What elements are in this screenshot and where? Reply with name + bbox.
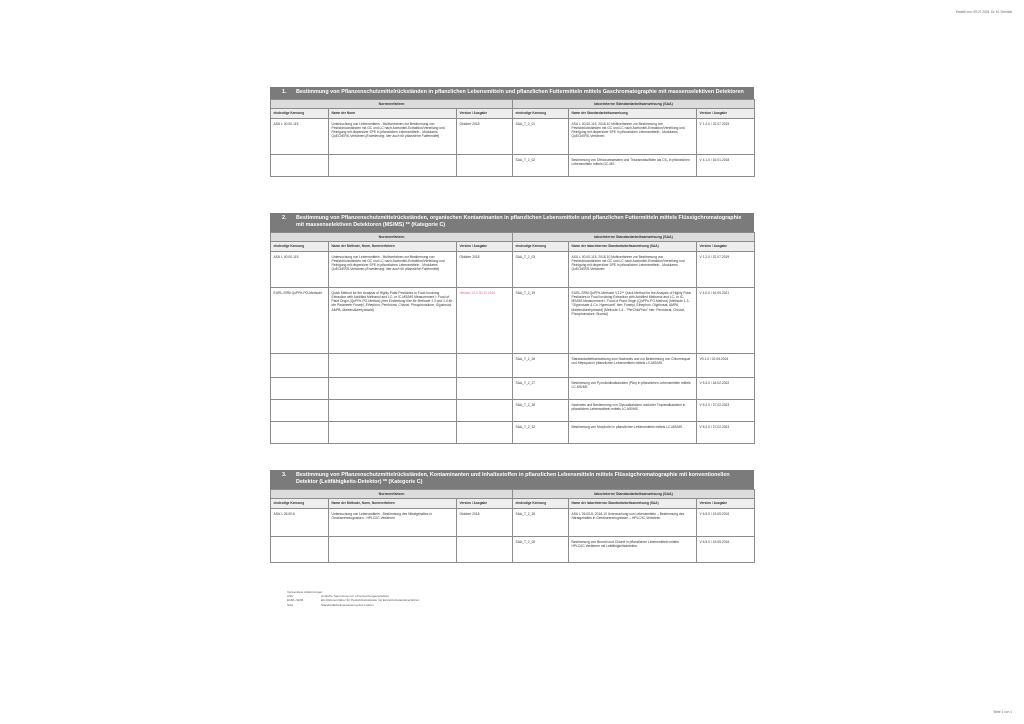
page-header-meta: Erstellt von: 09.07.2024, Dr. M. Schmidt	[955, 10, 1012, 14]
legend-key: ASU	[287, 594, 294, 599]
norm-name	[329, 421, 457, 443]
table-row	[271, 287, 755, 353]
norm-name: Untersuchung von Lebensmitteln - Bestimmung des Nitratgehaltes in Gemüseerzeugnissen - HPLC/IC-Verfahren	[329, 508, 457, 536]
saa-name: Bestimmung von Dithiocarbamaten und Thiuramdisulfiden als CS₂ in pflanzlichen Lebensmitteln mittels GC-MS	[569, 154, 697, 176]
norm-version: Oktober 2018	[457, 508, 513, 536]
norm-name-text: Untersuchung von Lebensmitteln - Multiverfahren zur Bestimmung von Pestizidrückständen mit GC und LC nach Acetonitril-Extraktion/Verteilung und Reinigung mit dispersiver SPE in pflanzlichen Lebensmitteln - Modulares QuEChERS-Verfahren	[331, 121, 445, 139]
saa-version: V 1.2.0 / 22.07.2019	[697, 118, 755, 154]
table-row	[271, 154, 755, 176]
norm-version: Oktober 2018	[457, 118, 513, 154]
col-head: Version / Ausgabe	[697, 499, 755, 508]
table-row	[271, 399, 755, 421]
col-head: Name der laborinternen Standardarbeitsanweisung (SAA)	[569, 499, 697, 508]
section-title-text: Bestimmung von Pflanzenschutzmittelrückständen, Kontaminanten und Inhaltsstoffen in pflanzlichen Lebensmitteln mittels Flüssigchromatographie mit konventionellen Detektor (Leitfähigkeits-Detektor) ** (Kategorie C)	[296, 472, 730, 485]
saa-version: V 6.5.0 / 19.05.2016	[697, 508, 755, 536]
norm-version	[457, 536, 513, 562]
legend-value: Amtliche Sammlung von Untersuchungsverfahren	[321, 594, 390, 599]
section-title-text: Bestimmung von Pflanzenschutzmittelrückständen in pflanzlichen Lebensmitteln und pflanzlichen Futtermitteln mittels Gaschromatographie mit massenselektiven Detektoren	[296, 89, 744, 95]
legend-item	[287, 603, 419, 607]
legend-value: Standardarbeitsanweisung des Labors	[321, 602, 374, 607]
table-row	[271, 118, 755, 154]
col-head: Version / Ausgabe	[697, 109, 755, 118]
saa-version: V 4.0.0 / 16.09.2021	[697, 287, 755, 353]
norm-name	[329, 251, 457, 287]
col-head: Version / Ausgabe	[457, 109, 513, 118]
norm-name	[329, 353, 457, 377]
col-head: eindeutige Kennung	[271, 109, 329, 118]
table-row	[271, 353, 755, 377]
saa-name: Bestimmung von Pyrrolizidinalkaloiden (PAs) in pflanzlichen Lebensmitteln mittels LC-MS/MS	[569, 377, 697, 399]
table-row	[271, 421, 755, 443]
legend-key: EURL-SRM	[287, 598, 304, 603]
section-2	[270, 213, 754, 444]
table-row	[271, 251, 755, 287]
section-number: 3.	[282, 472, 287, 478]
norm-version: Version 12.0 30.12.2019	[457, 287, 513, 353]
saa-id: SAA_T_2_26	[513, 353, 569, 377]
norm-name	[329, 287, 457, 353]
section-number: 1.	[282, 89, 287, 95]
group-norm: Normverfahren	[271, 490, 513, 499]
saa-id: SAA_T_2_19	[513, 287, 569, 353]
saa-version: V 5.2.0 / 27.02.2023	[697, 421, 755, 443]
norm-note: (hier Einbindung hier für Methode 1.3 und 1.4 für die Parameter Fosetyl, Ethephon, Perchlorat, Chlorat, Phosphonsäure, Glyphosat, AMPA, Maleinsäurehydrazid)	[331, 299, 453, 312]
norm-name	[329, 399, 457, 421]
saa-name: Bestimmung von Morpholin in pflanzlichen Lebensmitteln mittels LC-MS/MS	[569, 421, 697, 443]
col-head: eindeutige Kennung	[513, 242, 569, 251]
table-row	[271, 536, 755, 562]
method-table	[270, 99, 755, 177]
saa-id: SAA_T_2_32	[513, 421, 569, 443]
saa-version: V 1.2.0 / 22.07.2019	[697, 251, 755, 287]
norm-id: ASU L 00.00-115	[271, 118, 329, 154]
norm-name	[329, 118, 457, 154]
method-table	[270, 489, 755, 563]
col-head: eindeutige Kennung	[271, 242, 329, 251]
page-footer-pagination: Seite 1 von 1	[993, 710, 1012, 714]
saa-version: V 5.3.0 / 18.02.2022	[697, 377, 755, 399]
group-saa: laborinterne Standardarbeitsanweisung (SAA)	[513, 100, 755, 109]
norm-id	[271, 154, 329, 176]
saa-id: SAA_T_2_27	[513, 377, 569, 399]
col-head: Name der Methode, Norm, Normverfahren	[329, 242, 457, 251]
saa-id: SAA_T_2_01	[513, 118, 569, 154]
norm-id	[271, 536, 329, 562]
legend-title: Verwendete Abkürzungen:	[287, 590, 324, 594]
norm-version	[457, 353, 513, 377]
norm-name	[329, 377, 457, 399]
saa-name: Bestimmung von Bromid und Chlorid in pflanzlichen Lebensmitteln mittels HPLC/IC-Verfahren mit Leitfähigkeitsdetektor	[569, 536, 697, 562]
group-saa: laborinterne Standardarbeitsanweisung (SAA)	[513, 233, 755, 242]
norm-id	[271, 421, 329, 443]
col-head: Version / Ausgabe	[697, 242, 755, 251]
col-head: Version / Ausgabe	[457, 499, 513, 508]
norm-version	[457, 421, 513, 443]
table-row	[271, 508, 755, 536]
saa-name: Nachweis und Bestimmung von Glycoalkaloiden und/oder Tropanalkaloiden in pflanzlichen Lebensmitteln mittels LC-MS/MS	[569, 399, 697, 421]
saa-version: V 4.1.0 / 16.01.2018	[697, 154, 755, 176]
norm-id: ASU L 26.00-6	[271, 508, 329, 536]
col-head: eindeutige Kennung	[513, 499, 569, 508]
legend-value: EU-Referenzlabor für Pestizidrückstände mit Einzelrückstandsverfahren	[321, 598, 420, 603]
saa-name: ASU L 00.00-115, 2018-10 Multiverfahren zur Bestimmung von Pestizidrückständen mit GC und LC nach Acetonitril-Extraktion/Verteilung und Reinigung mit dispersiver SPE in pflanzlichen Lebensmitteln - Modulares QuEChERS-Verfahren	[569, 118, 697, 154]
section-title	[270, 87, 754, 99]
saa-name: Standardarbeitsanweisung zum Nachweis und zur Bestimmung von Chlormequat und Mepiquat in pflanzlichen Lebensmitteln mittels LC-MS/MS	[569, 353, 697, 377]
norm-version	[457, 399, 513, 421]
saa-id: SAA_T_2_28	[513, 399, 569, 421]
group-norm: Normverfahren	[271, 233, 513, 242]
legend-key: SAA	[287, 602, 294, 607]
section-title	[270, 470, 754, 489]
norm-name-text: Untersuchung von Lebensmitteln - Multiverfahren zur Bestimmung von Pestizidrückständen mit GC und LC nach Acetonitril-Extraktion/Verteilung und Reinigung mit dispersiver SPE in pflanzlichen Lebensmitteln - Modulares QuEChERS-Verfahren	[331, 254, 445, 272]
norm-note: (Erweiterung: hier auch für pflanzliche Futtermittel)	[365, 267, 440, 272]
norm-name-text: Quick Method for the Analysis of Highly Polar Pesticides in Food Involving Extraction with Acidified Methanol and LC- or IC-MS/MS Measurement I. Food of Plant Origin (QuPPe-PO-Method)	[331, 290, 450, 304]
saa-id: SAA_T_2_05	[513, 536, 569, 562]
norm-name	[329, 154, 457, 176]
saa-version: V0.1.0 / 02.05.2024	[697, 353, 755, 377]
group-norm: Normverfahren	[271, 100, 513, 109]
section-title-text: Bestimmung von Pflanzenschutzmittelrückständen, organischen Kontaminanten in pflanzlichen Lebensmitteln und pflanzlichen Futtermitteln mittels Flüssigchromatographie mit massenselektiven Detektoren (MS/MS) ** (Kategorie C)	[296, 215, 742, 228]
norm-id	[271, 399, 329, 421]
saa-id: SAA_T_2_03	[513, 251, 569, 287]
table-row	[271, 377, 755, 399]
section-number: 2.	[282, 215, 287, 221]
col-head: Name der Standardarbeitsanweisung	[569, 109, 697, 118]
col-head: Version / Ausgabe	[457, 242, 513, 251]
norm-id: EURL-SRM QuPPe-PO-Methode	[271, 287, 329, 353]
saa-name: ASU L 00.00-115, 2018-10 Multiverfahren zur Bestimmung von Pestizidrückständen mit GC und LC nach Acetonitril-Extraktion/Verteilung und Reinigung mit dispersiver SPE in pflanzlichen Lebensmitteln - Modulares QuEChERS-Verfahren	[569, 251, 697, 287]
col-head: Name der Methode, Norm, Normverfahren	[329, 499, 457, 508]
norm-version: Oktober 2018	[457, 251, 513, 287]
saa-id: SAA_T_2_02	[513, 154, 569, 176]
saa-name: ASU L 26.00-6, 2018-10 Untersuchung von Lebensmitteln – Bestimmung des Nitratgehaltes in Gemüseerzeugnissen – HPLC/IC-Verfahren	[569, 508, 697, 536]
col-head: Name der laborinternen Standardarbeitsanweisung (SAA)	[569, 242, 697, 251]
saa-name: EURL-SRM QuPPe-Methode V.12** Quick Method for the Analysis of Highly Polar Pesticides in Food Involving Extraction with Acidified Methanol and LC- or IC-MS/MS Measurement I. Food of Plant Origin (QuPPe-PO-Method) (Methode 1.3 - "Glyphosate & Co. Hypercarb" hier: Fosetyl, Ethephon, Glyphosat, AMPA, Maleinsäurehydrazid) (Methode 1.4 - "PerChloPhos" hier: Perchlorat, Chlorat, Phosphonsäure, Bromid)	[569, 287, 697, 353]
col-head: eindeutige Kennung	[513, 109, 569, 118]
norm-name	[329, 536, 457, 562]
saa-version: V 5.2.0 / 27.02.2023	[697, 399, 755, 421]
norm-version	[457, 154, 513, 176]
norm-version	[457, 377, 513, 399]
section-3	[270, 470, 754, 563]
norm-note: (Erweiterung: hier auch für pflanzliche Futtermittel)	[365, 134, 440, 139]
col-head: Name der Norm	[329, 109, 457, 118]
method-table	[270, 232, 755, 444]
abbreviation-legend	[287, 590, 419, 607]
saa-version: V 6.5.0 / 19.05.2016	[697, 536, 755, 562]
norm-id	[271, 353, 329, 377]
section-1	[270, 87, 754, 177]
group-saa: laborinterne Standardarbeitsanweisung (SAA)	[513, 490, 755, 499]
saa-id: SAA_T_2_25	[513, 508, 569, 536]
norm-id: ASU L 00.00-115	[271, 251, 329, 287]
section-title	[270, 213, 754, 232]
col-head: eindeutige Kennung	[271, 499, 329, 508]
norm-id	[271, 377, 329, 399]
